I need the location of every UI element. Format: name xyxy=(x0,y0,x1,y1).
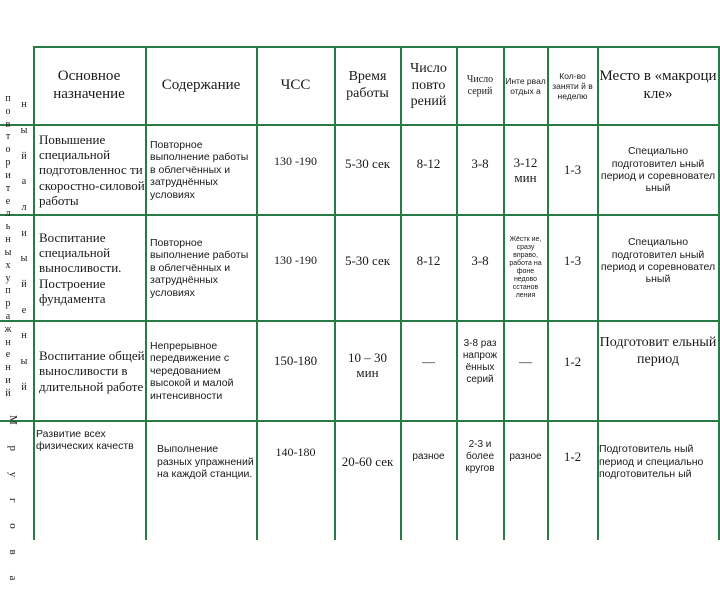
row-2-series: 3-8 xyxy=(471,253,489,269)
row-2-place: Специально подготовител ьный период и соревновател ьный xyxy=(600,236,716,286)
row-2-reps: 8-12 xyxy=(416,253,441,269)
header-content: Содержание xyxy=(161,77,241,94)
row-1-rest: 3-12 мин xyxy=(513,154,538,185)
row-4-sessions: 1-2 xyxy=(563,449,582,465)
side-label-column-a: п о в т о р и т е л ь н ы х у п р а ж н е н и й xyxy=(4,92,12,399)
row-3-place: Подготовит ельный период xyxy=(599,335,717,367)
row-3-sessions: 1-2 xyxy=(563,354,582,370)
row-4-time: 20-60 сек xyxy=(341,454,394,470)
row-4-hr: 140-180 xyxy=(275,444,316,459)
grid-line xyxy=(718,46,720,540)
header-series: Число серий xyxy=(466,74,494,97)
row-1-place: Специально подготовител ьный период и соревновател ьный xyxy=(600,145,716,195)
row-3-series: 3-8 раз напрож ённых серий xyxy=(462,338,498,385)
row-1-purpose: Повышение специальной подготовленнос ти скоростно-силовой работы xyxy=(39,131,145,208)
row-3-reps: — xyxy=(422,354,435,370)
row-2-sessions: 1-3 xyxy=(563,253,582,269)
row-4-purpose: Развитие всех физических качеств xyxy=(36,428,134,453)
row-2-rest: Жёстк ие, сразу вправо, работа на фоне недово сстанов ления xyxy=(509,235,542,300)
row-1-time: 5-30 сек xyxy=(344,156,391,172)
header-rest: Инте рвал отдых а xyxy=(505,75,546,96)
side-label-rotated: М р у г о в а xyxy=(7,415,19,589)
header-reps: Число повто рений xyxy=(410,61,447,110)
row-1-reps: 8-12 xyxy=(416,156,441,172)
row-3-hr: 150-180 xyxy=(273,353,318,369)
row-1-hr: 130 -190 xyxy=(274,153,317,168)
row-2-purpose: Воспитание специальной выносливости. Построение фундамента xyxy=(39,229,122,306)
side-label-column-b: н ы й а л и ы й е н ы й xyxy=(20,99,28,393)
row-3-time: 10 – 30 мин xyxy=(348,349,387,380)
row-2-time: 5-30 сек xyxy=(344,253,391,269)
header-work-time: Время работы xyxy=(346,69,389,101)
row-4-series: 2-3 и более кругов xyxy=(465,439,495,474)
row-4-content: Выполнение разных упражнений на каждой станции. xyxy=(157,443,254,481)
row-1-content: Повторное выполнение работы в облегчённых и затруднённых условиях xyxy=(150,139,249,201)
row-4-rest: разное xyxy=(509,451,542,463)
row-1-sessions: 1-3 xyxy=(563,162,582,178)
row-3-purpose: Воспитание общей выносливости в длительной работе xyxy=(39,348,145,394)
row-1-series: 3-8 xyxy=(471,156,489,172)
header-purpose: Основное назначение xyxy=(53,68,125,102)
row-2-hr: 130 -190 xyxy=(274,252,317,267)
header-hr: ЧСС xyxy=(280,77,311,94)
row-2-content: Повторное выполнение работы в облегчённых и затруднённых условиях xyxy=(150,237,249,299)
header-place: Место в «макроци кле» xyxy=(599,68,717,102)
row-4-place: Подготовитель ный период и специально подготовительн ый xyxy=(599,443,704,481)
row-4-reps: разное xyxy=(412,451,445,463)
header-sessions: Кол-во заняти й в неделю xyxy=(552,70,593,101)
row-3-content: Непрерывное передвижение с чередованием высокой и малой интенсивности xyxy=(150,340,234,402)
row-3-rest: — xyxy=(519,354,532,370)
